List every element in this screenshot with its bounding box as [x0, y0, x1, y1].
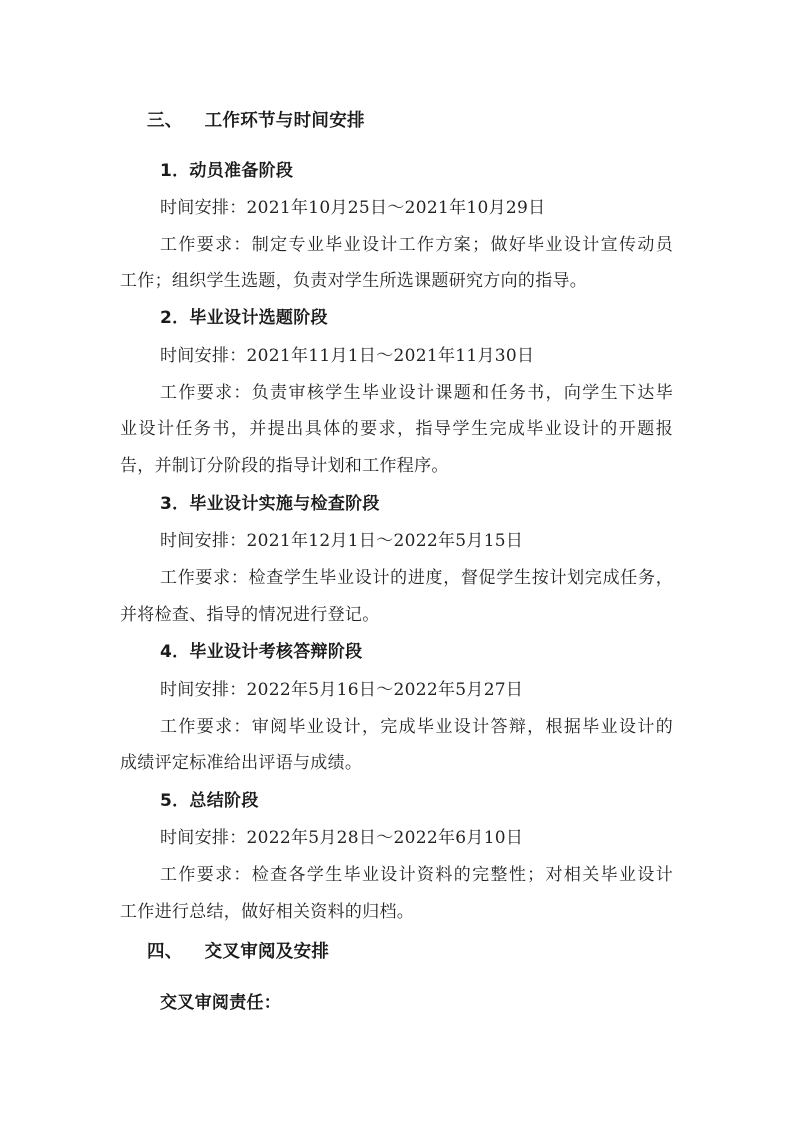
stage-requirement-line: 工作；组织学生选题，负责对学生所选课题研究方向的指导。 [120, 271, 588, 291]
stage-requirement-line: 工作要求：负责审核学生毕业设计课题和任务书，向学生下达毕 [160, 383, 673, 403]
stage-requirement-line: 工作要求：审阅毕业设计，完成毕业设计答辩，根据毕业设计的 [160, 717, 673, 737]
stage-time: 时间安排：2022年5月16日～2022年5月27日 [160, 680, 524, 700]
section-heading [147, 941, 329, 963]
stage-requirement-line: 工作进行总结，做好相关资料的归档。 [120, 902, 415, 922]
section-number: 四、 [147, 942, 183, 962]
stage-time: 时间安排：2022年5月28日～2022年6月10日 [160, 828, 524, 848]
stage-requirement-line: 工作要求：检查各学生毕业设计资料的完整性；对相关毕业设计 [160, 865, 673, 885]
stage-heading: 4．毕业设计考核答辩阶段 [160, 642, 363, 662]
stage-heading: 3．毕业设计实施与检查阶段 [160, 494, 380, 514]
stage-heading: 1．动员准备阶段 [160, 161, 294, 181]
stage-requirement-line: 工作要求：检查学生毕业设计的进度，督促学生按计划完成任务， [160, 568, 673, 588]
stage-time: 时间安排：2021年12月1日～2022年5月15日 [160, 531, 524, 551]
stage-heading: 2．毕业设计选题阶段 [160, 308, 328, 328]
section-number: 三、 [147, 111, 183, 131]
stage-requirement-line: 并将检查、指导的情况进行登记。 [120, 605, 380, 625]
stage-time: 时间安排：2021年10月25日～2021年10月29日 [160, 198, 546, 218]
stage-time: 时间安排：2021年11月1日～2021年11月30日 [160, 346, 535, 366]
stage-requirement-line: 告，并制订分阶段的指导计划和工作程序。 [120, 456, 449, 476]
stage-heading: 5．总结阶段 [160, 791, 259, 811]
cross-review-label: 交叉审阅责任： [160, 993, 282, 1013]
section-heading [147, 110, 365, 132]
section-title: 交叉审阅及安排 [204, 942, 330, 962]
stage-requirement-line: 成绩评定标准给出评语与成绩。 [120, 753, 363, 773]
section-title: 工作环节与时间安排 [204, 111, 365, 131]
stage-requirement-line: 业设计任务书，并提出具体的要求，指导学生完成毕业设计的开题报 [120, 419, 673, 439]
stage-requirement-line: 工作要求：制定专业毕业设计工作方案；做好毕业设计宣传动员 [160, 235, 673, 255]
